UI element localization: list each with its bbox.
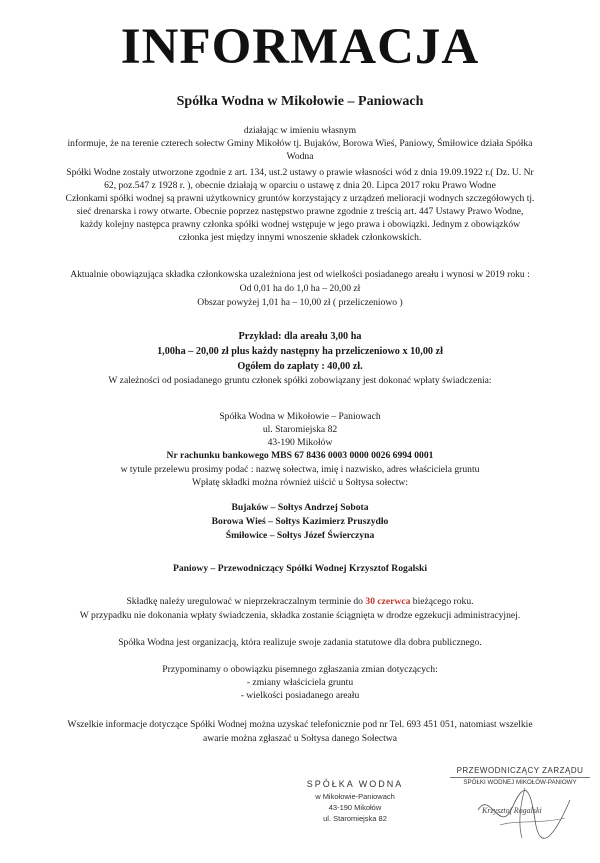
para1-line-1: Spółki Wodne zostały utworzone zgodnie z art. 134, ust.2 ustawy o prawie własności wód z dnia 19.09.1922 r.( Dz. U. Nr (66, 167, 534, 178)
example-line-1: Przykład: dla areału 3,00 ha (238, 331, 362, 342)
deadline-line-2: W przypadku nie dokonania wpłaty świadczenia, składka zostanie ściągnięta w drodze egzekucji administracyjnej. (79, 610, 521, 621)
stamp-left-line-1: SPÓŁKA WODNA (306, 779, 404, 789)
stamp-left-line-4: ul. Staromiejska 82 (323, 814, 387, 823)
handwritten-signature-icon (470, 780, 580, 840)
example-line-3: Ogółem do zapłaty : 40,00 zł. (237, 361, 363, 372)
stamp-right-line-2: SPÓŁKI WODNEJ MIKOŁÓW-PANIOWY (450, 777, 590, 786)
intro-line-1: działając w imieniu własnym (243, 125, 357, 136)
intro-line-2: informuje, że na terenie czterech sołectw Gminy Mikołów tj. Bujaków, Borowa Wieś, Paniowy, Śmiłowice działa Spółka (67, 138, 533, 149)
para1-line-2: 62, poz.547 z 1928 r. ), obecnie działają w oparciu o ustawę z dnia 20. Lipca 2017 roku Prawo Wodne (104, 180, 496, 191)
deadline-date: 30 czerwca (365, 596, 411, 607)
reminder-item-owner: - zmiany właściciela gruntu (246, 677, 354, 688)
para1-line-6: członka jest między innymi wnoszenie składek członkowskich. (178, 232, 422, 243)
example-line-2: 1,00ha – 20,00 zł plus każdy następny ha przeliczeniowo x 10,00 zł (157, 346, 443, 357)
stamp-left-line-2: w Mikołowie-Paniowach (315, 792, 395, 801)
soltys-note: Wpłatę składki można również uiścić u Sołtysa sołectw: (191, 477, 409, 488)
page-title: INFORMACJA (120, 19, 480, 75)
contact-line-2: awarie można zgłaszać u Sołtysa danego Sołectwa (203, 733, 397, 744)
stamp-right-signature-name: Krzysztof Rogalski (482, 806, 542, 815)
reminder-line-1: Przypominamy o obowiązku pisemnego zgłaszania zmian dotyczących: (162, 664, 438, 675)
payment-intro: W zależności od posiadanego gruntu członek spółki zobowiązany jest dokonać wpłaty świadczenia: (108, 375, 492, 386)
fees-line-2: Od 0,01 ha do 1,0 ha – 20,00 zł (239, 283, 361, 294)
bank-account: Nr rachunku bankowego MBS 67 8436 0003 0000 0026 6994 0001 (166, 450, 434, 461)
address-street: ul. Staromiejska 82 (262, 424, 338, 435)
para1-line-4: sieć drenarska i rowy otwarte. Obecnie poprzez następstwo prawne zgodnie z treścią art. 447 Ustawy Prawo Wodne, (76, 206, 524, 217)
deadline-after: bieżącego roku. (410, 596, 474, 607)
stamp-left-line-3: 43-190 Mikołów (328, 803, 382, 812)
deadline-line-1 (0, 596, 600, 608)
fees-line-1: Aktualnie obowiązująca składka członkowska uzależniona jest od wielkości posiadanego areału i wynosi w 2019 roku : (70, 269, 530, 280)
soltys-borowa-wies: Borowa Wieś – Sołtys Kazimierz Pruszydło (211, 516, 389, 527)
organization-note: Spółka Wodna jest organizacją, która realizuje swoje zadania statutowe dla dobra publicznego. (118, 637, 482, 648)
para1-line-3: Członkami spółki wodnej są prawni użytkownicy gruntów korzystający z urządzeń melioracji wodnych szczegółowych tj. (65, 193, 535, 204)
soltys-bujakow: Bujaków – Sołtys Andrzej Sobota (231, 502, 369, 513)
transfer-note: w tytule przelewu prosimy podać : nazwę sołectwa, imię i nazwisko, adres właściciela gruntu (120, 464, 480, 475)
para1-line-5: każdy kolejny następca prawny członka spółki wodnej wstępuje w jego prawa i obowiązki. Jednym z obowiązków (79, 219, 521, 230)
subtitle: Spółka Wodna w Mikołowie – Paniowach (176, 94, 424, 109)
address-city: 43-190 Mikołów (267, 437, 333, 448)
stamp-right-line-1: PRZEWODNICZĄCY ZARZĄDU (456, 766, 584, 775)
fees-line-3: Obszar powyżej 1,01 ha – 10,00 zł ( przeliczeniowo ) (197, 297, 403, 308)
deadline-before: Składkę należy uregulować w nieprzekraczalnym terminie do (126, 596, 366, 607)
soltys-smilowice: Śmiłowice – Sołtys Józef Świerczyna (225, 530, 375, 541)
address-name: Spółka Wodna w Mikołowie – Paniowach (219, 411, 381, 422)
reminder-item-area: - wielkości posiadanego areału (240, 690, 360, 701)
intro-line-3: Wodna (286, 151, 314, 162)
chairman: Paniowy – Przewodniczący Spółki Wodnej Krzysztof Rogalski (172, 563, 428, 574)
contact-line-1: Wszelkie informacje dotyczące Spółki Wodnej można uzyskać telefonicznie pod nr Tel. 693 451 051, natomiast wszelkie (67, 719, 533, 730)
